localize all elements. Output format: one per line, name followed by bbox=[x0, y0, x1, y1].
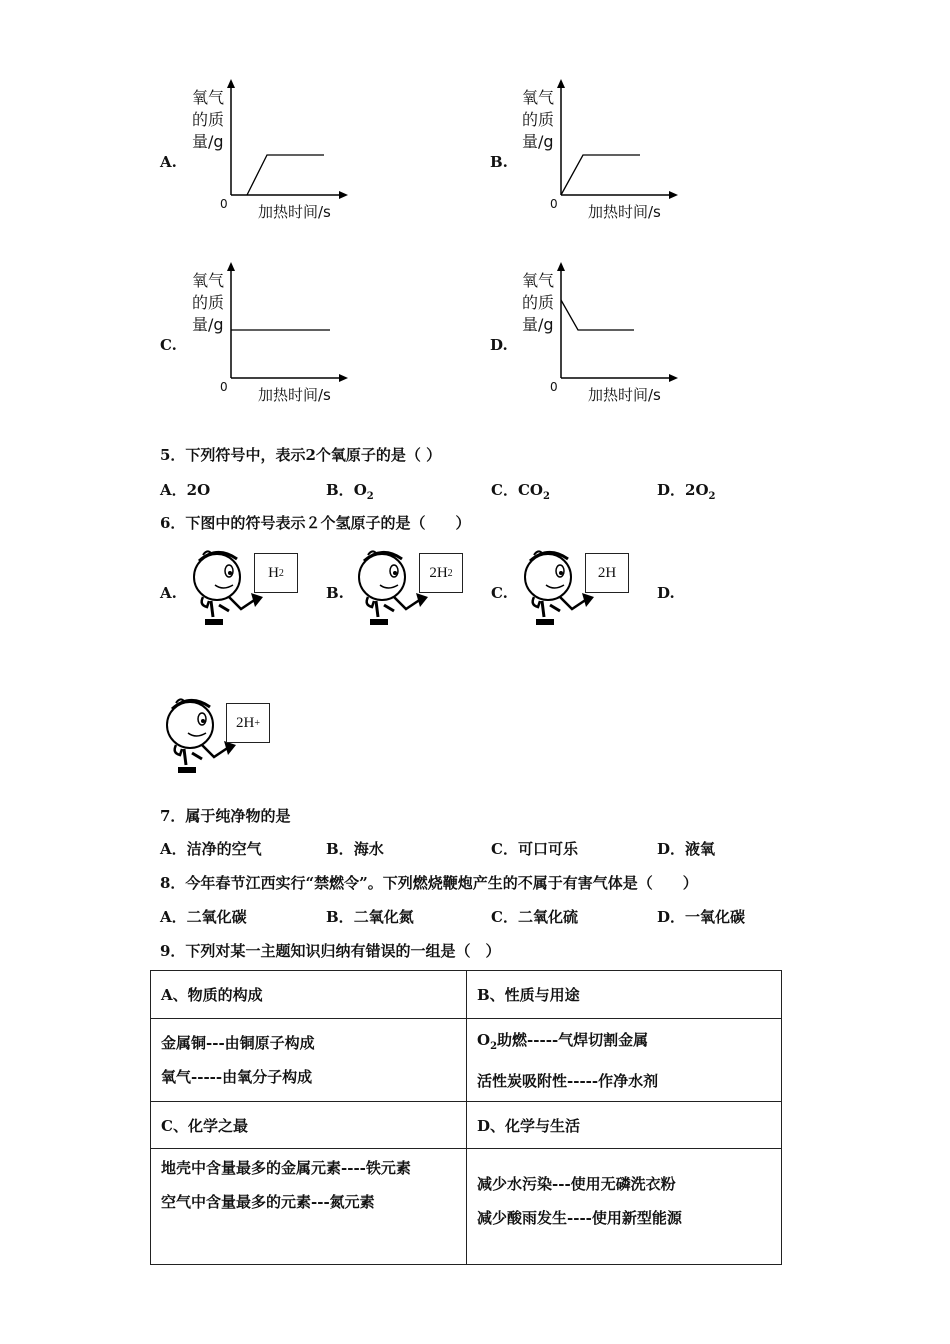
q6-stem: 6．下图中的符号表示２个氢原子的是（ ） bbox=[160, 514, 471, 532]
graph-a-line bbox=[247, 155, 324, 195]
graph-a-zero: 0 bbox=[220, 197, 228, 211]
q6-option-b-label: B. bbox=[326, 584, 344, 602]
q5-option-c: C．$CO_2$ bbox=[491, 481, 550, 502]
graph-d-ylabel: 氧气 的质 量/g bbox=[522, 271, 555, 334]
q9-cell-c-head: C、化学之最 bbox=[151, 1102, 467, 1149]
q8-stem: 8．今年春节江西实行“禁燃令”。下列燃烧鞭炮产生的不属于有害气体是（ ） bbox=[160, 874, 698, 892]
graph-a-xlabel: 加热时间/s bbox=[258, 203, 331, 221]
q8-option-b: B．二氧化氮 bbox=[326, 908, 414, 926]
q7-option-c: C．可口可乐 bbox=[491, 840, 578, 858]
graph-b-xlabel: 加热时间/s bbox=[588, 203, 661, 221]
q5-option-a: A．2O bbox=[160, 481, 211, 499]
graph-a bbox=[150, 75, 350, 225]
q8-option-c: C．二氧化硫 bbox=[491, 908, 578, 926]
q6-option-a-symbol: H 2 bbox=[254, 553, 298, 593]
q9-knowledge-table bbox=[150, 970, 782, 1265]
q7-option-a: A．洁净的空气 bbox=[160, 840, 262, 858]
q9-cell-b-body: $O_2$助燃-----气焊切割金属 活性炭吸附性-----作净水剂 bbox=[467, 1019, 782, 1102]
q6-option-b-symbol: 2H 2 bbox=[419, 553, 463, 593]
q9-cell-d-head: D、化学与生活 bbox=[467, 1102, 782, 1149]
q6-option-d-label: D. bbox=[657, 584, 675, 602]
graph-d-line bbox=[561, 300, 634, 330]
graph-c-zero: 0 bbox=[220, 380, 228, 394]
graph-a-label: A. bbox=[160, 153, 177, 171]
q6-option-c-label: C. bbox=[491, 584, 508, 602]
q5-option-d: D．$2O_2$ bbox=[657, 481, 716, 502]
q8-option-d: D．一氧化碳 bbox=[657, 908, 746, 926]
q9-cell-a-head: A、物质的构成 bbox=[151, 971, 467, 1019]
graph-b-ylabel: 氧气 的质 量/g bbox=[522, 88, 555, 151]
q9-cell-d-body: 减少水污染---使用无磷洗衣粉 减少酸雨发生----使用新型能源 bbox=[467, 1149, 782, 1265]
q9-cell-c-body: 地壳中含量最多的金属元素----铁元素 空气中含量最多的元素---氮元素 bbox=[151, 1149, 467, 1265]
q8-option-a: A．二氧化碳 bbox=[160, 908, 247, 926]
q7-stem: 7．属于纯净物的是 bbox=[160, 807, 291, 825]
graph-b-zero: 0 bbox=[550, 197, 558, 211]
graph-b bbox=[480, 75, 690, 225]
q9-cell-a-body: 金属铜---由铜原子构成 氧气-----由氧分子构成 bbox=[151, 1019, 467, 1102]
q5-stem: 5．下列符号中，表示2个氧原子的是（ ） bbox=[160, 446, 442, 464]
graph-c-label: C. bbox=[160, 336, 177, 354]
graph-d-label: D. bbox=[490, 336, 508, 354]
graph-a-ylabel: 氧气 的质 量/g bbox=[192, 88, 225, 151]
q9-cell-b-head: B、性质与用途 bbox=[467, 971, 782, 1019]
q6-option-a-label: A. bbox=[160, 584, 177, 602]
q6-option-c-symbol: 2H bbox=[585, 553, 629, 593]
graph-c bbox=[150, 258, 350, 408]
graph-b-line bbox=[561, 155, 640, 195]
graph-c-ylabel: 氧气 的质 量/g bbox=[192, 271, 225, 334]
graph-d-xlabel: 加热时间/s bbox=[588, 386, 661, 404]
q9-stem: 9．下列对某一主题知识归纳有错误的一组是（ ） bbox=[160, 942, 501, 960]
q5-option-b: B．$O_2$ bbox=[326, 481, 374, 502]
q6-option-d-symbol: 2H + bbox=[226, 703, 270, 743]
graph-d-zero: 0 bbox=[550, 380, 558, 394]
q7-option-b: B．海水 bbox=[326, 840, 384, 858]
graph-b-label: B. bbox=[490, 153, 508, 171]
graph-c-xlabel: 加热时间/s bbox=[258, 386, 331, 404]
q7-option-d: D．液氧 bbox=[657, 840, 716, 858]
graph-d bbox=[480, 258, 690, 408]
